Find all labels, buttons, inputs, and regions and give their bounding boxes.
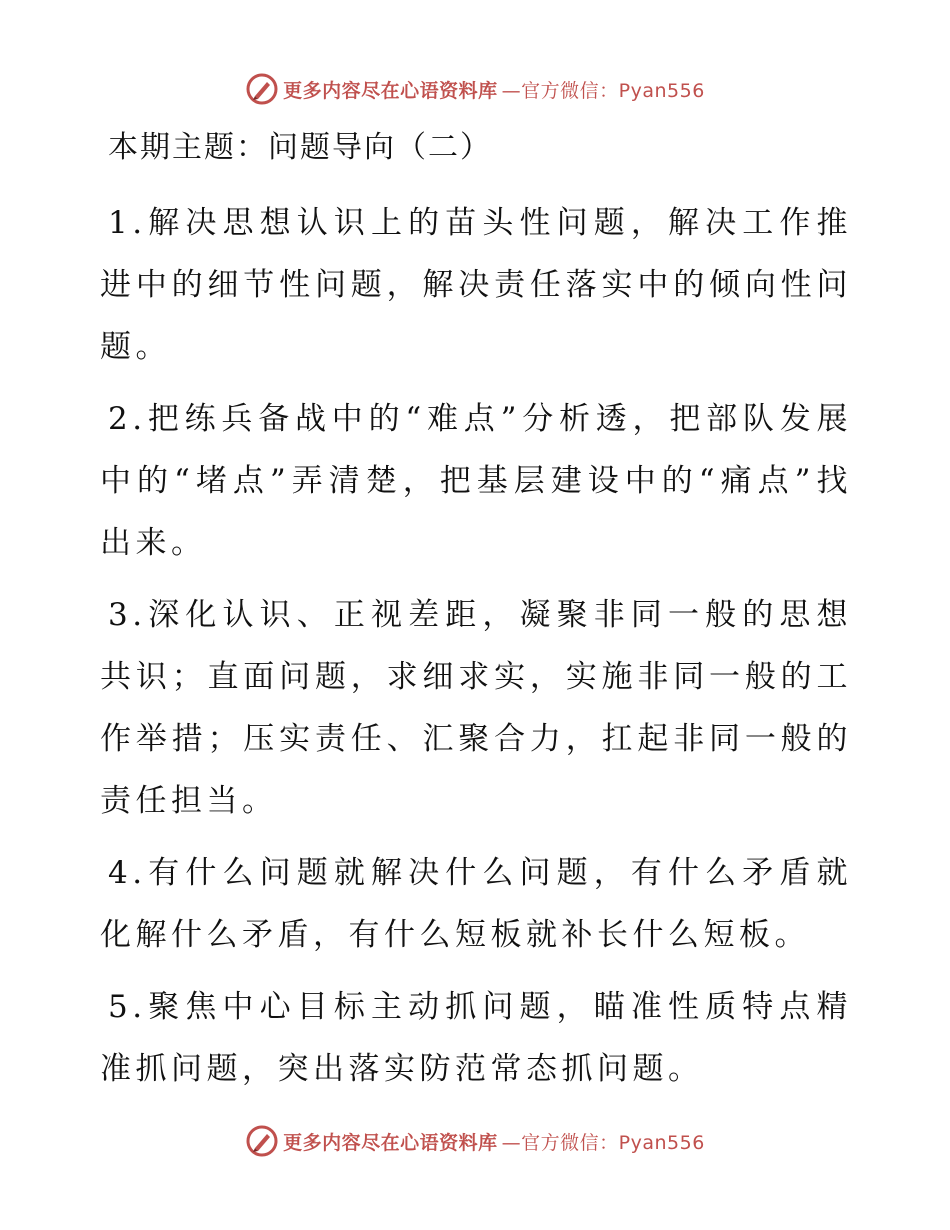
watermark-footer — [0, 1124, 950, 1158]
watermark-header — [0, 72, 950, 106]
list-item: 4.有什么问题就解决什么问题，有什么矛盾就化解什么矛盾，有什么短板就补长什么短板。 — [100, 855, 852, 953]
watermark-suffix-text: —官方微信：Pyan556 — [501, 79, 705, 102]
pen-logo-icon — [245, 1124, 279, 1158]
list-item: 5.聚焦中心目标主动抓问题，瞄准性质特点精准抓问题，突出落实防范常态抓问题。 — [100, 989, 852, 1087]
list-item: 2.把练兵备战中的“难点”分析透，把部队发展中的“堵点”弄清楚，把基层建设中的“痛点”找出来。 — [100, 401, 852, 561]
watermark-suffix-text: —官方微信：Pyan556 — [501, 1131, 705, 1154]
list-item: 1.解决思想认识上的苗头性问题，解决工作推进中的细节性问题，解决责任落实中的倾向性问题。 — [100, 205, 852, 365]
watermark-main-text: 更多内容尽在心语资料库 — [283, 1131, 498, 1154]
watermark-main-text: 更多内容尽在心语资料库 — [283, 79, 498, 102]
list-item: 3.深化认识、正视差距，凝聚非同一般的思想共识；直面问题，求细求实，实施非同一般的工作举措；压实责任、汇聚合力，扛起非同一般的责任担当。 — [100, 597, 852, 819]
document-body — [100, 124, 852, 1110]
document-title: 本期主题：问题导向（二） — [108, 130, 492, 165]
pen-logo-icon — [245, 72, 279, 106]
